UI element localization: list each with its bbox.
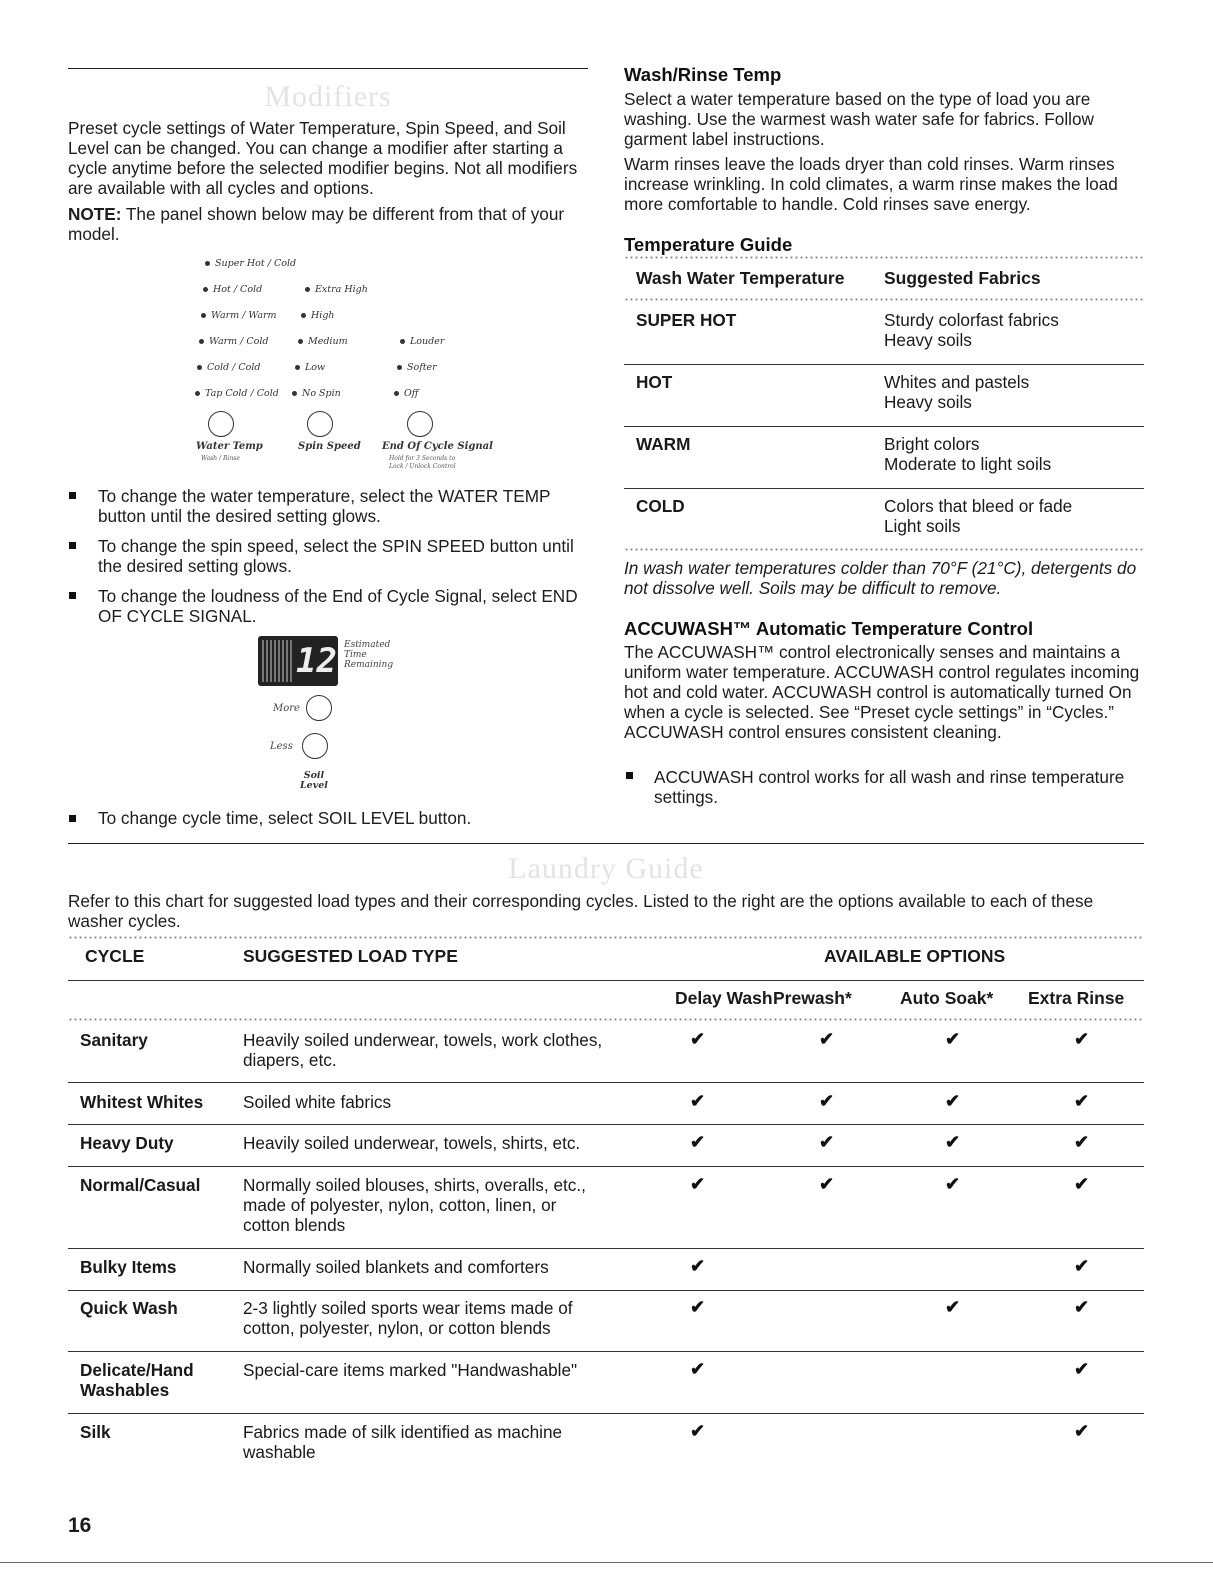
load-type: Fabrics made of silk identified as machine: [243, 1422, 563, 1442]
check-icon: ✔: [1074, 1091, 1090, 1111]
load-type: 2-3 lightly soiled sports wear items made of: [243, 1298, 573, 1318]
fabric-cell: Light soils: [884, 516, 961, 536]
row-divider: [68, 1290, 1144, 1291]
spin-speed-option: Low: [295, 362, 325, 373]
dotted-rule: [624, 256, 1144, 259]
dotted-rule: [68, 1018, 1144, 1021]
check-icon: ✔: [945, 1297, 961, 1317]
row-divider: [624, 364, 1144, 365]
water-temp-sublabel: Wash / Rinse: [201, 455, 240, 462]
check-icon: ✔: [819, 1029, 835, 1049]
water-temp-option: Hot / Cold: [203, 284, 262, 295]
header-divider: [68, 980, 1144, 981]
temp-cell: SUPER HOT: [636, 310, 737, 330]
note-text: The panel shown below may be different from that of your model.: [68, 204, 565, 244]
bottom-edge-rule: [0, 1562, 1213, 1563]
water-temp-option: Tap Cold / Cold: [195, 388, 279, 399]
header-cycle: CYCLE: [85, 946, 145, 966]
load-type: Heavily soiled underwear, towels, work clothes,: [243, 1030, 603, 1050]
check-icon: ✔: [1074, 1297, 1090, 1317]
signal-option: Off: [394, 388, 419, 399]
option-col-prewash: Prewash*: [773, 988, 852, 1008]
check-icon: ✔: [945, 1132, 961, 1152]
more-label: More: [273, 703, 300, 714]
option-col-auto-soak: Auto Soak*: [900, 988, 994, 1008]
laundry-top-rule: [68, 843, 1144, 844]
load-type: made of polyester, nylon, cotton, linen, or: [243, 1195, 557, 1215]
wash-rinse-para-2: Warm rinses leave the loads dryer than cold rinses. Warm rinses increase wrinkling. In cold climates, a warm rinse makes the load more comfortable to handle. Cold rinses save energy.: [624, 154, 1118, 214]
check-icon: ✔: [1074, 1174, 1090, 1194]
spin-speed-option: Extra High: [305, 284, 368, 295]
laundry-title: Laundry Guide: [508, 852, 704, 885]
header-load-type: SUGGESTED LOAD TYPE: [243, 946, 458, 966]
spin-speed-option: High: [301, 310, 335, 321]
modifiers-title: Modifiers: [264, 80, 392, 113]
water-temp-label: Water Temp: [196, 441, 263, 452]
bullet-water-temp: To change the water temperature, select the WATER TEMP button until the desired setting glows.: [98, 486, 551, 526]
dotted-rule: [624, 298, 1144, 301]
water-temp-option: Warm / Cold: [199, 336, 269, 347]
check-icon: ✔: [945, 1174, 961, 1194]
signal-label: End Of Cycle Signal: [382, 441, 493, 452]
water-temp-option: Super Hot / Cold: [205, 258, 296, 269]
water-temp-button[interactable]: [208, 411, 234, 437]
water-temp-option: Cold / Cold: [197, 362, 260, 373]
spin-speed-button[interactable]: [307, 411, 333, 437]
bullet-spin-speed: To change the spin speed, select the SPIN SPEED button until the desired setting glows.: [98, 536, 574, 576]
cycle-name: Sanitary: [80, 1030, 148, 1050]
time-display: [258, 636, 338, 686]
less-label: Less: [270, 741, 293, 752]
check-icon: ✔: [1074, 1359, 1090, 1379]
note-label: NOTE:: [68, 204, 122, 224]
load-type: Heavily soiled underwear, towels, shirts, etc.: [243, 1133, 581, 1153]
row-divider: [68, 1124, 1144, 1125]
signal-sublabel-1: Hold for 3 Seconds to: [389, 455, 456, 462]
load-type: cotton blends: [243, 1215, 346, 1235]
check-icon: ✔: [690, 1029, 706, 1049]
row-divider: [68, 1166, 1144, 1167]
temp-guide-col-fabrics: Suggested Fabrics: [884, 268, 1041, 288]
fabric-cell: Whites and pastels: [884, 372, 1030, 392]
check-icon: ✔: [690, 1174, 706, 1194]
spin-speed-option: Medium: [298, 336, 348, 347]
cycle-name: Whitest Whites: [80, 1092, 204, 1112]
header-available-options: AVAILABLE OPTIONS: [824, 946, 1006, 966]
accuwash-heading: ACCUWASH™ Automatic Temperature Control: [624, 618, 1034, 639]
check-icon: ✔: [945, 1091, 961, 1111]
temp-guide-col-temp: Wash Water Temperature: [636, 268, 845, 288]
spin-speed-label: Spin Speed: [298, 441, 361, 452]
load-type: Special-care items marked "Handwashable": [243, 1360, 578, 1380]
load-type: cotton, polyester, nylon, or cotton blends: [243, 1318, 551, 1338]
modifiers-top-rule: [68, 68, 588, 69]
check-icon: ✔: [690, 1421, 706, 1441]
signal-option: Softer: [397, 362, 437, 373]
fabric-cell: Moderate to light soils: [884, 454, 1052, 474]
check-icon: ✔: [690, 1256, 706, 1276]
check-icon: ✔: [1074, 1256, 1090, 1276]
spin-speed-option: No Spin: [292, 388, 341, 399]
bullet-marker: [69, 542, 76, 549]
bullet-signal: To change the loudness of the End of Cycle Signal, select END OF CYCLE SIGNAL.: [98, 586, 578, 626]
dotted-rule: [68, 936, 1144, 939]
load-type: Normally soiled blouses, shirts, overalls, etc.,: [243, 1175, 586, 1195]
modifiers-note: [68, 204, 590, 244]
cycle-name: Bulky Items: [80, 1257, 177, 1277]
bullet-marker: [69, 492, 76, 499]
fabric-cell: Heavy soils: [884, 330, 972, 350]
wash-rinse-heading: Wash/Rinse Temp: [624, 64, 782, 85]
soil-less-button[interactable]: [302, 733, 328, 759]
check-icon: ✔: [690, 1091, 706, 1111]
temp-guide-note: In wash water temperatures colder than 70°F (21°C), detergents do not dissolve well. Soils may be difficult to remove.: [624, 558, 1137, 598]
dotted-rule: [624, 548, 1144, 551]
fabric-cell: Bright colors: [884, 434, 980, 454]
row-divider: [68, 1413, 1144, 1414]
fabric-cell: Sturdy colorfast fabrics: [884, 310, 1059, 330]
check-icon: ✔: [819, 1091, 835, 1111]
temp-guide-heading: Temperature Guide: [624, 234, 793, 255]
bullet-marker: [69, 592, 76, 599]
signal-sublabel-2: Lock / Unlock Control: [389, 463, 456, 470]
cycle-name: Heavy Duty: [80, 1133, 174, 1153]
check-icon: ✔: [690, 1132, 706, 1152]
soil-level-label: Soil Level: [300, 770, 328, 791]
time-digits: 12: [296, 641, 337, 681]
check-icon: ✔: [819, 1132, 835, 1152]
cycle-name: Quick Wash: [80, 1298, 178, 1318]
temp-cell: WARM: [636, 434, 691, 454]
check-icon: ✔: [690, 1359, 706, 1379]
cycle-name: Washables: [80, 1380, 170, 1400]
signal-option: Louder: [400, 336, 444, 347]
modifiers-intro: Preset cycle settings of Water Temperature, Spin Speed, and Soil Level can be changed. You can change a modifier after starting a cycle anytime before the selected modifier begins. Not all modifiers are available with all cycles and options.: [68, 118, 578, 198]
temp-cell: COLD: [636, 496, 685, 516]
cycle-name: Delicate/Hand: [80, 1360, 194, 1380]
check-icon: ✔: [1074, 1029, 1090, 1049]
end-of-cycle-signal-button[interactable]: [407, 411, 433, 437]
load-type: Normally soiled blankets and comforters: [243, 1257, 549, 1277]
row-divider: [624, 426, 1144, 427]
fabric-cell: Heavy soils: [884, 392, 972, 412]
soil-more-button[interactable]: [306, 695, 332, 721]
option-col-delay-wash: Delay Wash: [675, 988, 773, 1008]
option-col-extra-rinse: Extra Rinse: [1028, 988, 1125, 1008]
row-divider: [624, 488, 1144, 489]
row-divider: [68, 1082, 1144, 1083]
accuwash-bullet: ACCUWASH control works for all wash and rinse temperature settings.: [654, 767, 1125, 807]
load-type: Soiled white fabrics: [243, 1092, 392, 1112]
accuwash-para: The ACCUWASH™ control electronically senses and maintains a uniform water temperature. ACCUWASH control regulates incoming hot and cold water. ACCUWASH control is automatically turned On when a cycle is selected. See “Preset cycle settings” in “Cycles.” ACCUWASH control ensures consistent cleaning.: [624, 642, 1140, 742]
bullet-marker: [69, 815, 76, 822]
laundry-intro: Refer to this chart for suggested load types and their corresponding cycles. Listed to the right are the options available to each of these washer cycles.: [68, 891, 1094, 931]
fabric-cell: Colors that bleed or fade: [884, 496, 1073, 516]
check-icon: ✔: [1074, 1132, 1090, 1152]
time-remaining-label: Estimated Time Remaining: [344, 640, 394, 670]
cycle-name: Silk: [80, 1422, 111, 1442]
row-divider: [68, 1248, 1144, 1249]
check-icon: ✔: [819, 1174, 835, 1194]
bullet-soil-level: To change cycle time, select SOIL LEVEL button.: [98, 808, 472, 828]
water-temp-option: Warm / Warm: [201, 310, 277, 321]
wash-rinse-para-1: Select a water temperature based on the type of load you are washing. Use the warmest wash water safe for fabrics. Follow garment label instructions.: [624, 89, 1094, 149]
check-icon: ✔: [1074, 1421, 1090, 1441]
row-divider: [68, 1351, 1144, 1352]
load-type: diapers, etc.: [243, 1050, 337, 1070]
temp-cell: HOT: [636, 372, 673, 392]
bullet-marker: [626, 772, 633, 779]
check-icon: ✔: [945, 1029, 961, 1049]
page-number: 16: [68, 1514, 92, 1537]
check-icon: ✔: [690, 1297, 706, 1317]
load-type: washable: [243, 1442, 316, 1462]
cycle-name: Normal/Casual: [80, 1175, 201, 1195]
